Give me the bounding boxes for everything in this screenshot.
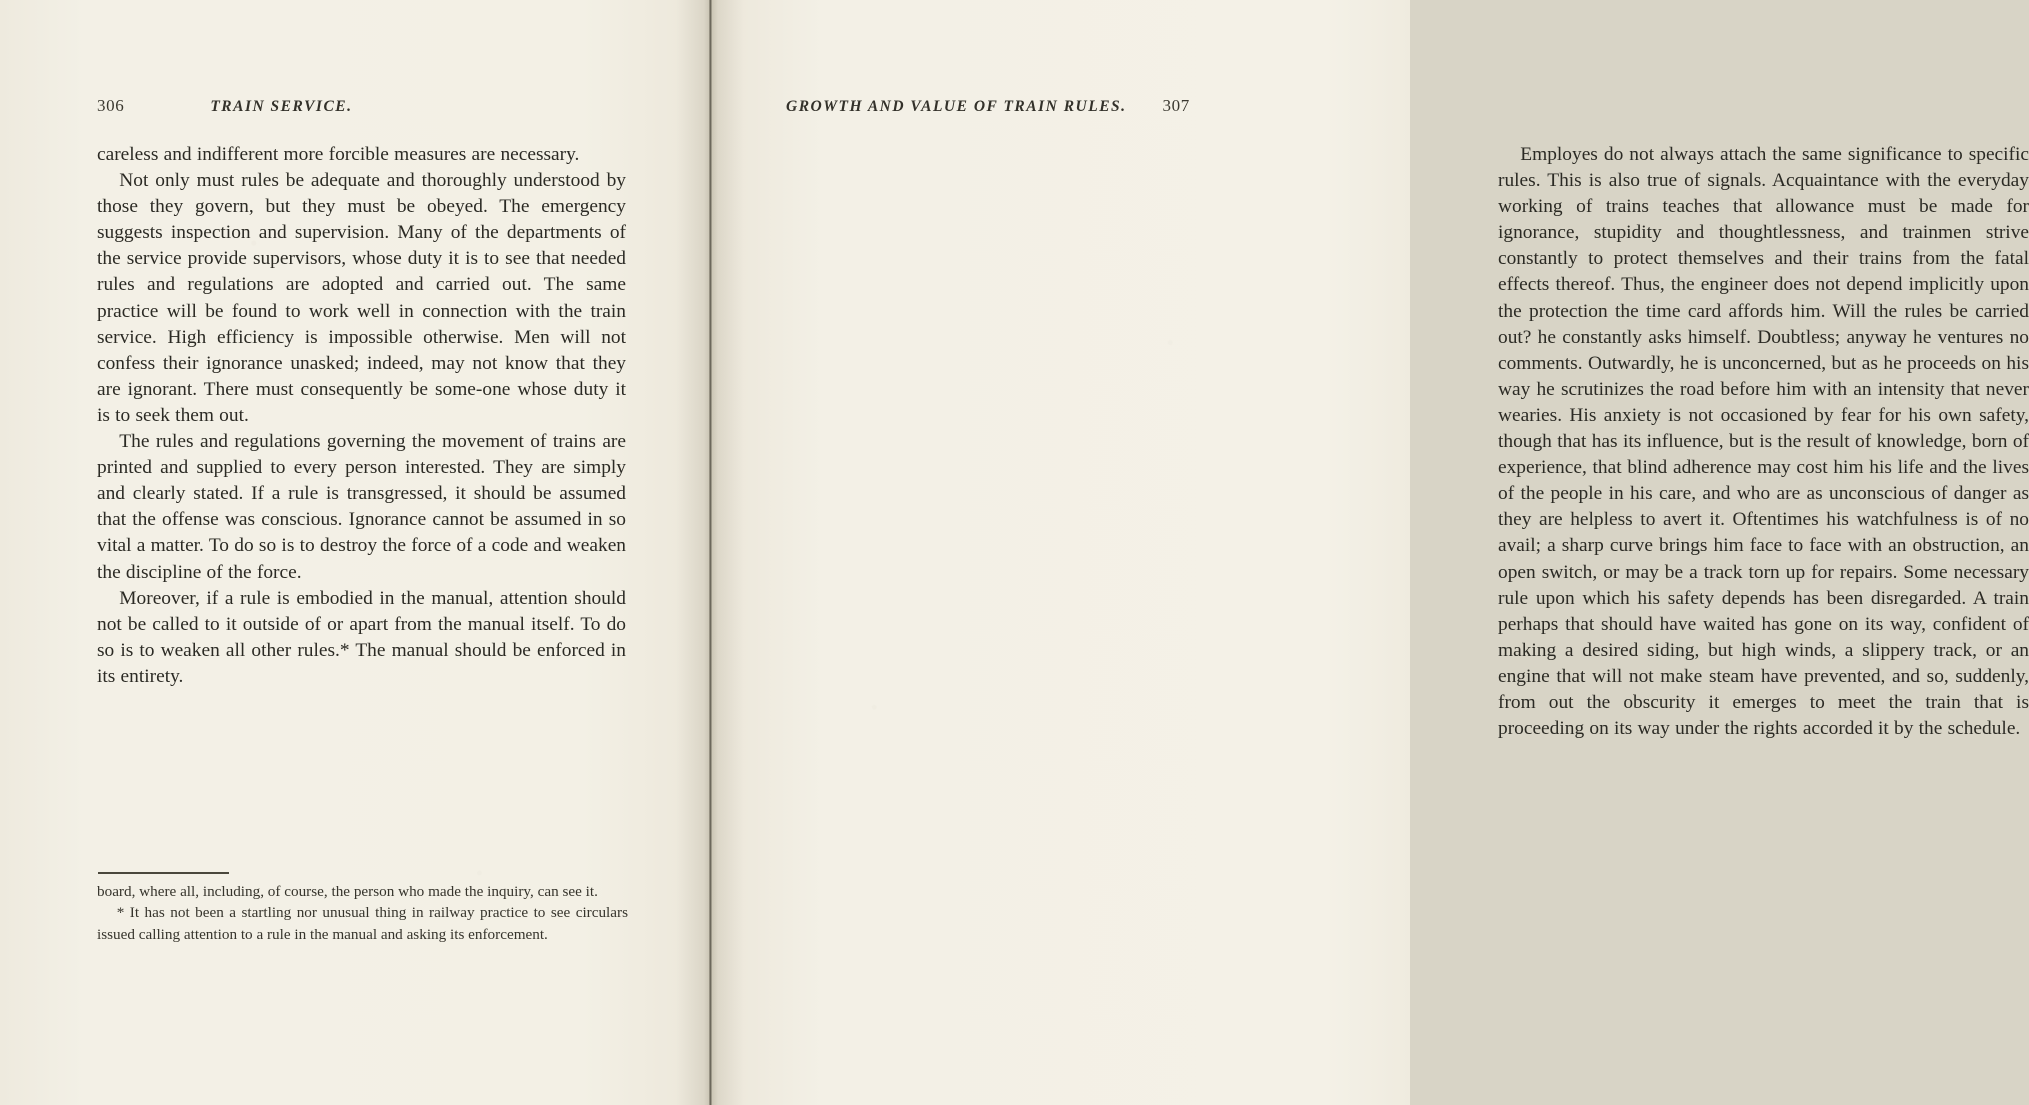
right-page-running-title: GROWTH AND VALUE OF TRAIN RULES. — [786, 98, 1127, 115]
left-page-body-text — [97, 142, 626, 690]
left-page-footnotes — [97, 872, 628, 945]
paragraph: Not only must rules be adequate and thoroughly understood by those they govern, but they must be obeyed. The emergency suggests inspection and supervision. Many of the departments of the service provide supervisors, whose duty it is to see that needed rules and regulations are adopted and carried out. The same practice will be found to work well in connection with the train service. High efficiency is impossible otherwise. Men will not confess their ignorance unasked; indeed, may not know that they are ignorant. There must consequently be some-one whose duty it is to seek them out. — [97, 170, 626, 426]
left-page-folio: 306 — [97, 96, 125, 115]
paragraph: careless and indifferent more forcible measures are necessary. — [97, 144, 580, 165]
book-binding-gutter — [709, 0, 712, 1105]
right-page-running-head — [786, 96, 1326, 118]
gutter-shadow-left — [676, 0, 710, 1105]
footnote-separator-rule — [98, 872, 229, 874]
paragraph: Employes do not always attach the same significance to specific rules. This is also true of signals. Acquaintance with the everyday working of trains teaches that allowance must be made for ignorance, stupidity and thoughtlessness, and trainmen strive constantly to protect themselves and their trains from the fatal effects thereof. Thus, the engineer does not depend implicitly upon the protection the time card affords him. Will the rules be carried out? he constantly asks himself. Doubtless; anyway he ventures no comments. Outwardly, he is unconcerned, but as he proceeds on his way he scrutinizes the road before him with an intensity that never wearies. His anxiety is not occasioned by fear for his own safety, though that has its influence, but is the result of knowledge, born of experience, that blind adherence may cost him his life and the lives of the people in his care, and who are as unconscious of danger as they are helpless to avert it. Oftentimes his watchfulness is of no avail; a sharp curve brings him face to face with an obstruction, an open switch, or may be a track torn up for repairs. Some necessary rule upon which his safety depends has been disregarded. A train perhaps that should have waited has gone on its way, confident of making a desired siding, but high winds, a slippery track, or an engine that will not make steam have prevented, and so, suddenly, from out the obscurity it emerges to meet the train that is proceeding on its way under the rights accorded it by the schedule. — [1498, 144, 2029, 740]
right-page-paper — [711, 0, 1410, 1105]
footnote-asterisk: * It has not been a startling nor unusual thing in railway practice to see circulars issued calling attention to a rule in the manual and asking its enforcement. — [97, 904, 628, 943]
left-page-running-title: TRAIN SERVICE. — [210, 98, 353, 115]
paragraph: The rules and regulations governing the movement of trains are printed and supplied to every person interested. They are simply and clearly stated. If a rule is transgressed, it should be assumed that the offense was conscious. Ignorance cannot be assumed in so vital a matter. To do so is to destroy the force of a code and weaken the discipline of the force. — [97, 431, 626, 583]
gutter-shadow-right — [712, 0, 744, 1105]
left-page-running-head — [97, 96, 637, 118]
footnote-continuation: board, where all, including, of course, the person who made the inquiry, can see it. — [97, 882, 598, 900]
right-page-folio: 307 — [1162, 96, 1190, 115]
paragraph: Moreover, if a rule is embodied in the manual, attention should not be called to it outside of or apart from the manual itself. To do so is to weaken all other rules.* The manual should be enforced in its entirety. — [97, 587, 626, 687]
right-page-body-text — [1498, 142, 2029, 742]
